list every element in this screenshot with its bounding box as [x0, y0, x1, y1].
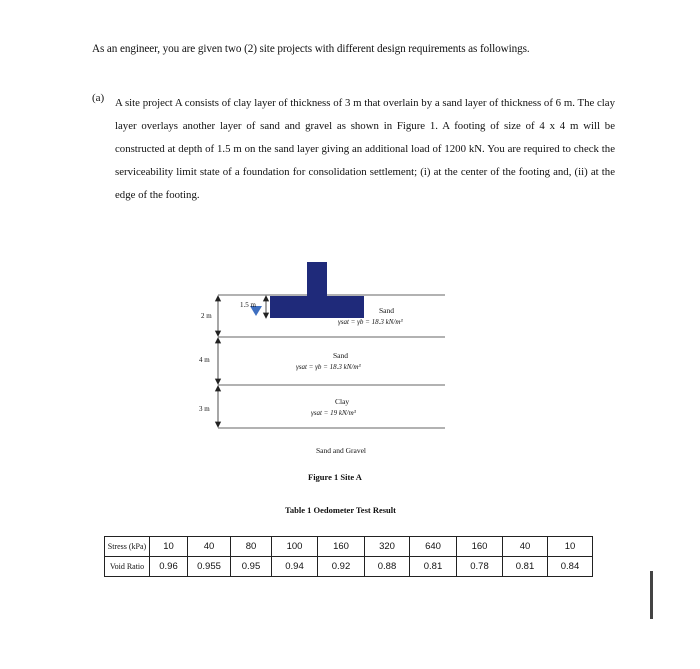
table-row-void-ratio: [105, 557, 593, 577]
table-cell: 160: [457, 537, 503, 557]
figure-caption: Figure 1 Site A: [308, 472, 362, 482]
clay-gamma: γsat = 19 kN/m³: [311, 409, 356, 417]
table-cell: 100: [272, 537, 318, 557]
clay-label: Clay: [335, 397, 350, 406]
dim-2m-label: 2 m: [201, 312, 212, 320]
table-cell: 0.94: [272, 557, 318, 577]
table-cell: 0.88: [365, 557, 410, 577]
sand-top-label: Sand: [379, 306, 394, 315]
row-header-stress: Stress (kPa): [105, 537, 150, 557]
table-cell: 0.95: [231, 557, 272, 577]
table-cell: 40: [188, 537, 231, 557]
question-a-marker: (a): [92, 92, 105, 104]
row-header-void-ratio: Void Ratio: [105, 557, 150, 577]
table-row-stress: [105, 537, 593, 557]
table-cell: 640: [410, 537, 457, 557]
table-cell: 10: [548, 537, 593, 557]
sand-top-gamma: γsat = γb = 18.3 kN/m³: [338, 318, 403, 326]
table-cell: 40: [503, 537, 548, 557]
sand-mid-gamma: γsat = γb = 18.3 kN/m³: [296, 363, 361, 371]
table-cell: 160: [318, 537, 365, 557]
table-cell: 0.81: [503, 557, 548, 577]
dim-2m-arrow: [216, 296, 221, 336]
table-cell: 0.92: [318, 557, 365, 577]
table-cell: 80: [231, 537, 272, 557]
table-cell: 0.81: [410, 557, 457, 577]
table-cell: 0.955: [188, 557, 231, 577]
table-cell: 0.84: [548, 557, 593, 577]
table-caption: Table 1 Oedometer Test Result: [285, 505, 396, 515]
dim-1-5m-arrow: [264, 296, 269, 318]
table-cell: 0.96: [150, 557, 188, 577]
oedometer-table: [104, 536, 593, 577]
question-a-text: A site project A consists of clay layer of thickness of 3 m that overlain by a sand layer of thickness of 6 m. The clay layer overlays another layer of sand and gravel as shown in Figure 1. A footing of size of 4 x 4 m will be constructed at depth of 1.5 m on the sand layer giving an additional load of 1200 kN. You are required to check the serviceability limit state of a foundation for consolidation settlement; (i) at the center of the footing and, (ii) at the edge of the footing.: [115, 97, 615, 201]
footing-base: [270, 296, 364, 318]
footing-column: [307, 262, 327, 296]
intro-text: As an engineer, you are given two (2) site projects with different design requirements as followings.: [92, 43, 530, 55]
sand-gravel-label: Sand and Gravel: [316, 446, 366, 455]
table-cell: 0.78: [457, 557, 503, 577]
text-cursor-bar: [650, 571, 653, 619]
dim-4m-label: 4 m: [199, 356, 210, 364]
dim-4m-arrow: [216, 338, 221, 384]
dim-1-5m-label: 1.5 m: [240, 301, 256, 309]
table-cell: 320: [365, 537, 410, 557]
sand-mid-label: Sand: [333, 351, 348, 360]
dim-3m-arrow: [216, 386, 221, 427]
table-cell: 10: [150, 537, 188, 557]
dim-3m-label: 3 m: [199, 405, 210, 413]
